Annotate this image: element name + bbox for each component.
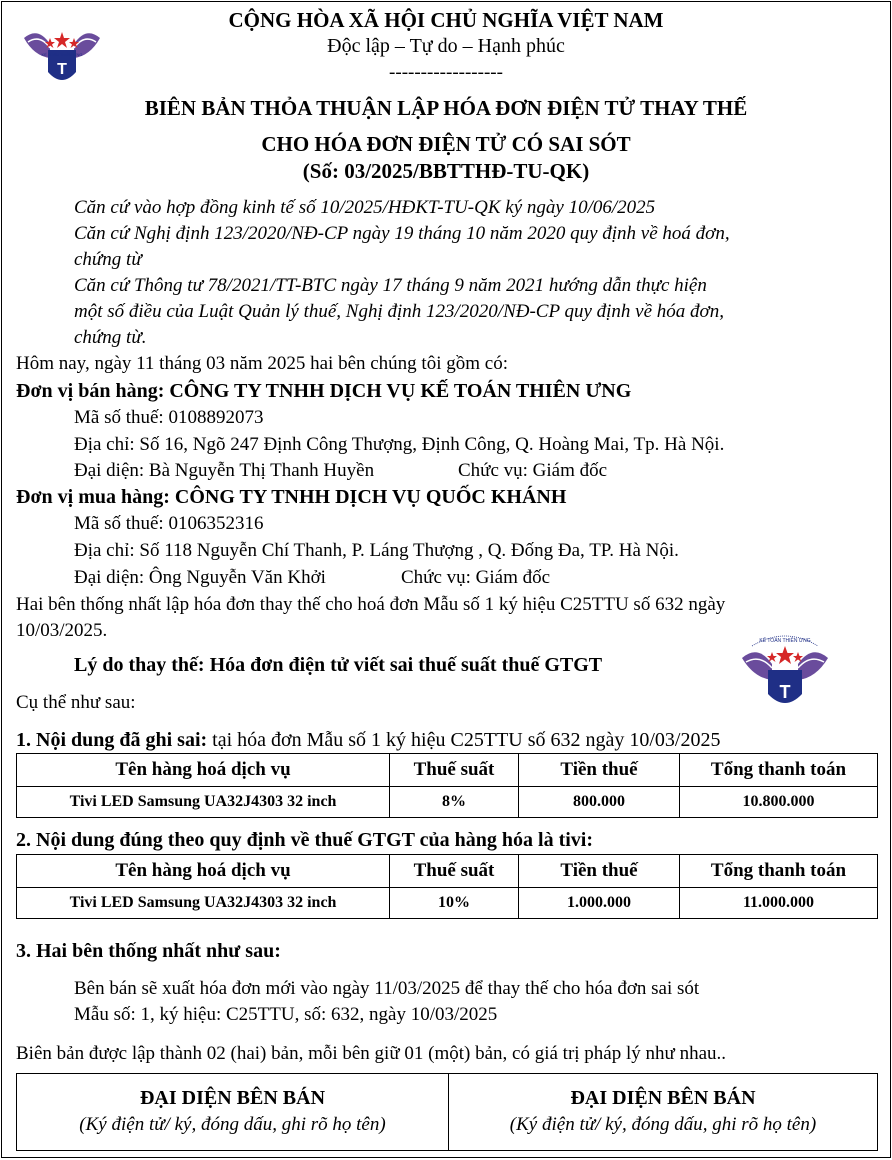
- section3-heading: 3. Hai bên thống nhất như sau:: [16, 940, 281, 962]
- basis-decree-line2: chứng từ: [74, 249, 142, 270]
- closing-statement: Biên bản được lập thành 02 (hai) bản, mỗi bên giữ 01 (một) bản, có giá trị pháp lý như nhau..: [16, 1043, 727, 1064]
- section3-line1: Bên bán sẽ xuất hóa đơn mới vào ngày 11/03/2025 để thay thế cho hóa đơn sai sót: [74, 978, 700, 999]
- table-row: [17, 787, 878, 818]
- document-number: (Số: 03/2025/BBTTHĐ-TU-QK): [302, 159, 590, 183]
- cell-goods: Tivi LED Samsung UA32J4303 32 inch: [17, 888, 390, 919]
- col-tax-rate-header: Thuế suất: [390, 754, 519, 787]
- buyer-label: Đơn vị mua hàng: CÔNG TY TNHH DỊCH VỤ QUỐC KHÁNH: [16, 486, 567, 508]
- svg-text:T: T: [57, 61, 67, 78]
- cell-total: 10.800.000: [680, 787, 878, 818]
- cell-goods: Tivi LED Samsung UA32J4303 32 inch: [17, 787, 390, 818]
- svg-text:KẾ TOÁN THIÊN ƯNG: KẾ TOÁN THIÊN ƯNG: [41, 52, 83, 57]
- company-logo-stamp: [738, 624, 832, 714]
- cell-tax-rate: 10%: [390, 888, 519, 919]
- section2-heading: 2. Nội dung đúng theo quy định về thuế GTGT của hàng hóa là tivi:: [16, 829, 594, 851]
- buyer-address: Địa chỉ: Số 118 Nguyễn Chí Thanh, P. Láng Thượng , Q. Đống Đa, TP. Hà Nội.: [74, 540, 679, 561]
- table-header-row: [17, 855, 878, 888]
- section1-text: tại hóa đơn Mẫu số 1 ký hiệu C25TTU số 632 ngày 10/03/2025: [207, 729, 721, 751]
- svg-text:T: T: [779, 682, 791, 702]
- right-signature-note: (Ký điện tử/ ký, đóng dấu, ghi rõ họ tên): [509, 1114, 817, 1135]
- buyer-representative: Đại diện: Ông Nguyễn Văn Khởi: [74, 567, 326, 588]
- document-page: [1, 1, 891, 1158]
- col-total-header: Tổng thanh toán: [680, 855, 878, 888]
- col-total-header: Tổng thanh toán: [680, 754, 878, 787]
- cell-tax-amount: 1.000.000: [519, 888, 680, 919]
- col-goods-header: Tên hàng hoá dịch vụ: [17, 855, 390, 888]
- cell-tax-rate: 8%: [390, 787, 519, 818]
- basis-contract: Căn cứ vào hợp đồng kinh tế số 10/2025/HĐKT-TU-QK ký ngày 10/06/2025: [74, 197, 656, 218]
- seller-representative: Đại diện: Bà Nguyễn Thị Thanh Huyền: [74, 460, 375, 481]
- left-signature-note: (Ký điện tử/ ký, đóng dấu, ghi rõ họ tên): [79, 1114, 386, 1135]
- col-goods-header: Tên hàng hoá dịch vụ: [17, 754, 390, 787]
- country-name: CỘNG HÒA XÃ HỘI CHỦ NGHĨA VIỆT NAM: [228, 8, 664, 32]
- seller-label: Đơn vị bán hàng: CÔNG TY TNHH DỊCH VỤ KẾ TOÁN THIÊN ƯNG: [16, 380, 632, 402]
- buyer-tax-code: Mã số thuế: 0106352316: [74, 513, 264, 534]
- wrong-invoice-table: [16, 753, 878, 818]
- document-title-line1: BIÊN BẢN THỎA THUẬN LẬP HÓA ĐƠN ĐIỆN TỬ THAY THẾ: [144, 96, 748, 120]
- basis-circular-line1: Căn cứ Thông tư 78/2021/TT-BTC ngày 17 tháng 9 năm 2021 hướng dẫn thực hiện: [74, 275, 707, 296]
- svg-text:KẾ TOÁN THIÊN ƯNG: KẾ TOÁN THIÊN ƯNG: [759, 638, 811, 644]
- seller-tax-code: Mã số thuế: 0108892073: [74, 407, 264, 428]
- section3-line2: Mẫu số: 1, ký hiệu: C25TTU, số: 632, ngày 10/03/2025: [74, 1004, 498, 1025]
- right-signature-title: ĐẠI DIỆN BÊN BÁN: [570, 1087, 756, 1109]
- basis-decree-line1: Căn cứ Nghị định 123/2020/NĐ-CP ngày 19 tháng 10 năm 2020 quy định về hoá đơn,: [74, 223, 730, 244]
- seller-address: Địa chỉ: Số 16, Ngõ 247 Định Công Thượng, Định Công, Q. Hoàng Mai, Tp. Hà Nội.: [74, 434, 725, 455]
- cell-total: 11.000.000: [680, 888, 878, 919]
- table-header-row: [17, 754, 878, 787]
- table-row: [17, 888, 878, 919]
- col-tax-amount-header: Tiền thuế: [519, 855, 680, 888]
- col-tax-rate-header: Thuế suất: [390, 855, 519, 888]
- agreement-line1: Hai bên thống nhất lập hóa đơn thay thế cho hoá đơn Mẫu số 1 ký hiệu C25TTU số 632 ngày: [16, 594, 726, 615]
- national-motto: Độc lập – Tự do – Hạnh phúc: [327, 35, 565, 57]
- intro-text: Hôm nay, ngày 11 tháng 03 năm 2025 hai bên chúng tôi gồm có:: [16, 353, 508, 374]
- left-signature-title: ĐẠI DIỆN BÊN BÁN: [139, 1087, 326, 1109]
- header-divider: ------------------: [389, 62, 503, 83]
- document-title-line2: CHO HÓA ĐƠN ĐIỆN TỬ CÓ SAI SÓT: [261, 132, 631, 156]
- seller-signature-block: [17, 1074, 449, 1151]
- section1-line: [16, 727, 720, 753]
- col-tax-amount-header: Tiền thuế: [519, 754, 680, 787]
- agreement-line2: 10/03/2025.: [16, 620, 108, 641]
- cell-tax-amount: 800.000: [519, 787, 680, 818]
- signature-table: [16, 1073, 878, 1151]
- basis-circular-line2: một số điều của Luật Quản lý thuế, Nghị định 123/2020/NĐ-CP quy định về hóa đơn,: [74, 301, 724, 322]
- basis-circular-line3: chứng từ.: [74, 327, 147, 348]
- replacement-reason: Lý do thay thế: Hóa đơn điện tử viết sai thuế suất thuế GTGT: [74, 654, 603, 676]
- buyer-position: Chức vụ: Giám đốc: [401, 567, 551, 588]
- correct-invoice-table: [16, 854, 878, 919]
- details-intro: Cụ thể như sau:: [16, 692, 136, 713]
- seller-position: Chức vụ: Giám đốc: [458, 460, 608, 481]
- section1-heading: 1. Nội dung đã ghi sai:: [16, 729, 208, 751]
- right-signature-block: [449, 1074, 878, 1151]
